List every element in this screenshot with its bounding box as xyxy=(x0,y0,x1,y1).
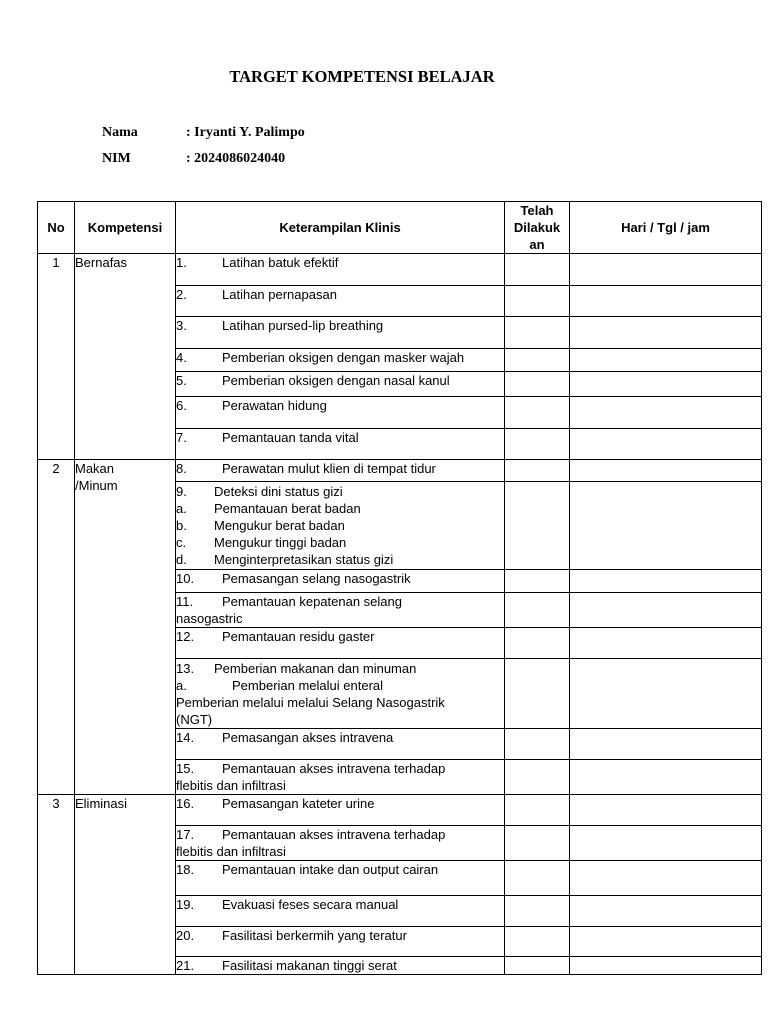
done-checkbox-cell[interactable] xyxy=(505,372,570,397)
date-time-cell[interactable] xyxy=(570,372,762,397)
skill-text: Deteksi dini status gizi xyxy=(214,484,343,499)
date-time-cell[interactable] xyxy=(570,570,762,593)
skill-text-continued: Pemberian melalui melalui Selang Nasogastrik xyxy=(176,695,445,710)
name-label: Nama xyxy=(102,125,138,140)
skill-cell xyxy=(176,861,505,896)
nim-value: : 2024086024040 xyxy=(186,151,286,166)
skill-number: 16. xyxy=(176,796,195,811)
header-telah-dilakukan xyxy=(505,202,570,254)
done-checkbox-cell[interactable] xyxy=(505,429,570,460)
skill-text: Latihan pursed-lip breathing xyxy=(222,318,384,333)
skill-cell xyxy=(176,593,505,628)
name-value: : Iryanti Y. Palimpo xyxy=(186,125,305,140)
skill-number: 5. xyxy=(176,373,187,388)
header-keterampilan: Keterampilan Klinis xyxy=(176,202,505,254)
group-kompetensi-line2: /Minum xyxy=(75,478,118,493)
skill-text: Latihan batuk efektif xyxy=(222,255,339,270)
skill-cell xyxy=(176,286,505,317)
skill-cell xyxy=(176,628,505,659)
skill-cell xyxy=(176,896,505,927)
table-header-row xyxy=(38,202,762,254)
skill-number: 14. xyxy=(176,730,195,745)
done-checkbox-cell[interactable] xyxy=(505,570,570,593)
skill-number: 18. xyxy=(176,862,195,877)
skill-number: 20. xyxy=(176,928,195,943)
group-no: 2 xyxy=(38,460,75,795)
sub-item-letter: c. xyxy=(176,535,187,550)
sub-item-text: Pemberian melalui enteral xyxy=(232,678,384,693)
skill-number: 3. xyxy=(176,318,187,333)
done-checkbox-cell[interactable] xyxy=(505,896,570,927)
done-checkbox-cell[interactable] xyxy=(505,482,570,570)
skill-cell xyxy=(176,957,505,975)
skill-cell xyxy=(176,760,505,795)
date-time-cell[interactable] xyxy=(570,397,762,429)
skill-cell xyxy=(176,927,505,957)
date-time-cell[interactable] xyxy=(570,628,762,659)
done-checkbox-cell[interactable] xyxy=(505,760,570,795)
skill-text: Perawatan hidung xyxy=(222,398,327,413)
done-checkbox-cell[interactable] xyxy=(505,729,570,760)
skill-number: 4. xyxy=(176,350,187,365)
skill-text: Pemantauan intake dan output cairan xyxy=(222,862,439,877)
skill-text: Pemantauan kepatenan selang xyxy=(222,594,402,609)
sub-item-text: Mengukur tinggi badan xyxy=(214,535,347,550)
table-row xyxy=(38,460,762,482)
group-kompetensi: Bernafas xyxy=(75,254,176,460)
date-time-cell[interactable] xyxy=(570,729,762,760)
date-time-cell[interactable] xyxy=(570,826,762,861)
header-telah-line2: Dilakuk xyxy=(513,220,561,235)
skill-number: 19. xyxy=(176,897,195,912)
date-time-cell[interactable] xyxy=(570,659,762,729)
skill-cell xyxy=(176,826,505,861)
skill-number: 8. xyxy=(176,461,187,476)
skill-text: Evakuasi feses secara manual xyxy=(222,897,399,912)
group-kompetensi-line1: Makan xyxy=(75,461,115,476)
skill-number: 12. xyxy=(176,629,195,644)
skill-text: Pemberian makanan dan minuman xyxy=(214,661,417,676)
sub-item-text: Pemantauan berat badan xyxy=(214,501,361,516)
skill-text: Pemasangan selang nasogastrik xyxy=(222,571,411,586)
skill-cell xyxy=(176,372,505,397)
skill-cell xyxy=(176,659,505,729)
done-checkbox-cell[interactable] xyxy=(505,286,570,317)
skill-text: Pemantauan tanda vital xyxy=(222,430,359,445)
done-checkbox-cell[interactable] xyxy=(505,957,570,975)
skill-number: 7. xyxy=(176,430,187,445)
header-no: No xyxy=(38,202,75,254)
done-checkbox-cell[interactable] xyxy=(505,397,570,429)
skill-cell xyxy=(176,460,505,482)
skill-cell xyxy=(176,729,505,760)
done-checkbox-cell[interactable] xyxy=(505,460,570,482)
date-time-cell[interactable] xyxy=(570,957,762,975)
done-checkbox-cell[interactable] xyxy=(505,628,570,659)
done-checkbox-cell[interactable] xyxy=(505,349,570,372)
sub-item-letter: b. xyxy=(176,518,187,533)
skill-number: 11. xyxy=(176,594,194,609)
skill-number: 1. xyxy=(176,255,187,270)
sub-item-letter: a. xyxy=(176,678,187,693)
done-checkbox-cell[interactable] xyxy=(505,659,570,729)
done-checkbox-cell[interactable] xyxy=(505,826,570,861)
done-checkbox-cell[interactable] xyxy=(505,927,570,957)
skill-text-continued: flebitis dan infiltrasi xyxy=(176,844,286,859)
skill-text-continued: nasogastric xyxy=(176,611,243,626)
skill-cell xyxy=(176,349,505,372)
skill-text: Fasilitasi berkermih yang teratur xyxy=(222,928,407,943)
date-time-cell[interactable] xyxy=(570,861,762,896)
skill-number: 10. xyxy=(176,571,195,586)
skill-number: 9. xyxy=(176,484,187,499)
skill-text: Fasilitasi makanan tinggi serat xyxy=(222,958,397,973)
sub-item-text: Menginterpretasikan status gizi xyxy=(214,552,394,567)
sub-item-text: Mengukur berat badan xyxy=(214,518,345,533)
date-time-cell[interactable] xyxy=(570,254,762,286)
done-checkbox-cell[interactable] xyxy=(505,254,570,286)
skill-text: Pemberian oksigen dengan masker wajah xyxy=(222,350,465,365)
skill-text: Latihan pernapasan xyxy=(222,287,337,302)
skill-cell xyxy=(176,482,505,570)
date-time-cell[interactable] xyxy=(570,927,762,957)
skill-text: Pemantauan residu gaster xyxy=(222,629,375,644)
document-title: TARGET KOMPETENSI BELAJAR xyxy=(229,67,495,86)
date-time-cell[interactable] xyxy=(570,460,762,482)
sub-item-letter: d. xyxy=(176,552,187,567)
skill-text-continued: flebitis dan infiltrasi xyxy=(176,778,286,793)
skill-number: 6. xyxy=(176,398,187,413)
skill-cell xyxy=(176,254,505,286)
done-checkbox-cell[interactable] xyxy=(505,795,570,826)
skill-number: 21. xyxy=(176,958,195,973)
skill-cell xyxy=(176,429,505,460)
skill-number: 15. xyxy=(176,761,195,776)
sub-item-letter: a. xyxy=(176,501,187,516)
group-no: 3 xyxy=(38,795,75,975)
table-row xyxy=(38,795,762,826)
header-hari-tgl-jam: Hari / Tgl / jam xyxy=(570,202,762,254)
group-no: 1 xyxy=(38,254,75,460)
skill-text-continued: (NGT) xyxy=(176,712,213,727)
nim-label: NIM xyxy=(102,151,131,166)
skill-text: Pemasangan akses intravena xyxy=(222,730,394,745)
header-kompetensi: Kompetensi xyxy=(75,202,176,254)
date-time-cell[interactable] xyxy=(570,896,762,927)
date-time-cell[interactable] xyxy=(570,286,762,317)
skill-number: 17. xyxy=(176,827,195,842)
header-telah-line1: Telah xyxy=(520,203,554,218)
skill-text: Pemantauan akses intravena terhadap xyxy=(222,761,446,776)
skill-cell xyxy=(176,795,505,826)
date-time-cell[interactable] xyxy=(570,317,762,349)
header-telah-line3: an xyxy=(529,237,545,252)
skill-text: Pemantauan akses intravena terhadap xyxy=(222,827,446,842)
skill-cell xyxy=(176,397,505,429)
done-checkbox-cell[interactable] xyxy=(505,593,570,628)
skill-cell xyxy=(176,570,505,593)
skill-text: Pemberian oksigen dengan nasal kanul xyxy=(222,373,450,388)
date-time-cell[interactable] xyxy=(570,760,762,795)
done-checkbox-cell[interactable] xyxy=(505,317,570,349)
skill-number: 13. xyxy=(176,661,195,676)
date-time-cell[interactable] xyxy=(570,795,762,826)
skill-text: Pemasangan kateter urine xyxy=(222,796,375,811)
date-time-cell[interactable] xyxy=(570,429,762,460)
date-time-cell[interactable] xyxy=(570,349,762,372)
skill-text: Perawatan mulut klien di tempat tidur xyxy=(222,461,436,476)
group-kompetensi xyxy=(75,460,176,795)
table-row xyxy=(38,254,762,286)
skill-number: 2. xyxy=(176,287,187,302)
done-checkbox-cell[interactable] xyxy=(505,861,570,896)
date-time-cell[interactable] xyxy=(570,482,762,570)
date-time-cell[interactable] xyxy=(570,593,762,628)
competency-table xyxy=(37,201,762,975)
skill-cell xyxy=(176,317,505,349)
group-kompetensi: Eliminasi xyxy=(75,795,176,975)
